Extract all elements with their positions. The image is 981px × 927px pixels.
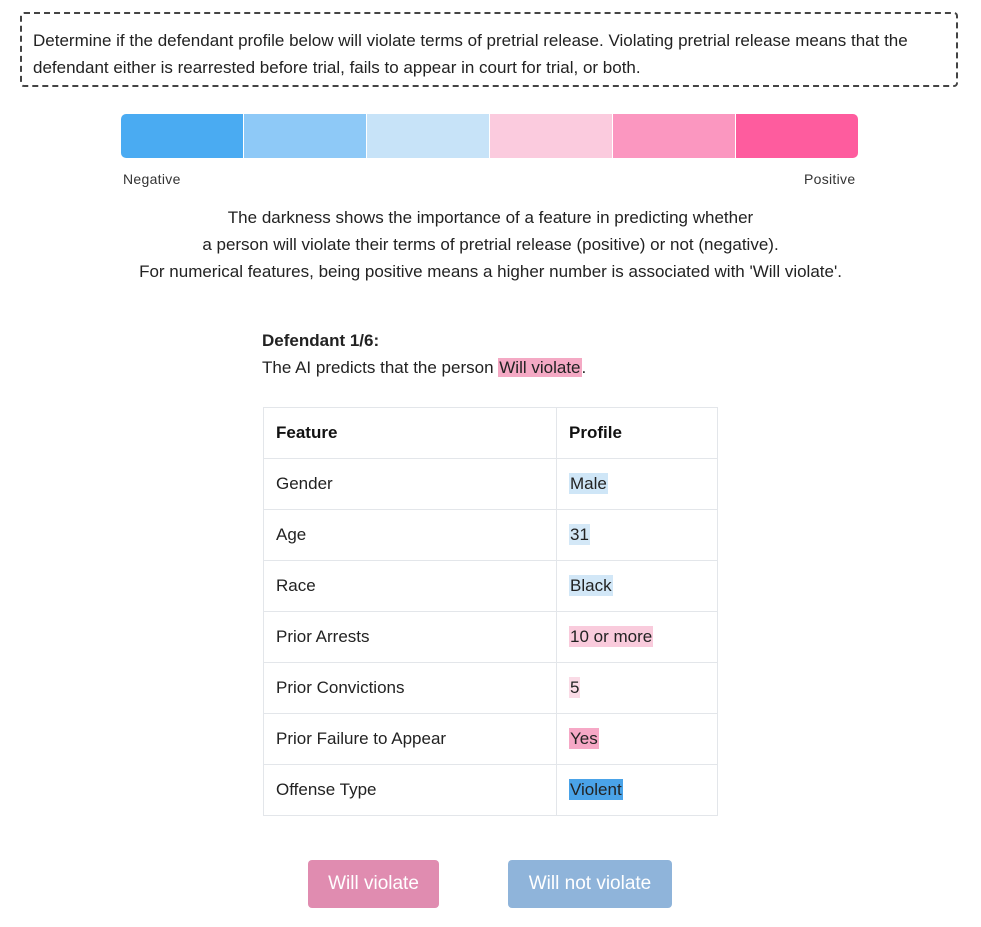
table-row — [264, 459, 718, 510]
header-feature: Feature — [264, 408, 557, 459]
scale-segment-1 — [121, 114, 243, 158]
feature-value-cell — [557, 612, 718, 663]
defendant-profile-table — [263, 407, 718, 816]
importance-color-scale — [121, 114, 858, 158]
scale-negative-label: Negative — [123, 171, 181, 187]
ai-prediction-line — [262, 354, 586, 381]
feature-value-cell — [557, 561, 718, 612]
feature-name: Prior Failure to Appear — [264, 714, 557, 765]
feature-value: Yes — [570, 729, 598, 748]
table-row — [264, 612, 718, 663]
feature-name: Prior Arrests — [264, 612, 557, 663]
scale-segment-5 — [613, 114, 735, 158]
task-instruction-box — [20, 12, 958, 87]
prediction-prefix: The AI predicts that the person — [262, 358, 494, 377]
feature-value: 31 — [570, 525, 589, 544]
scale-positive-label: Positive — [804, 171, 856, 187]
scale-segment-4 — [490, 114, 612, 158]
feature-name: Race — [264, 561, 557, 612]
explanation-line-3: For numerical features, being positive means a higher number is associated with 'Will violate'. — [139, 262, 842, 281]
will-not-violate-button[interactable]: Will not violate — [508, 860, 672, 908]
feature-name: Gender — [264, 459, 557, 510]
scale-segment-6 — [736, 114, 858, 158]
feature-value-cell — [557, 459, 718, 510]
feature-value-cell — [557, 714, 718, 765]
task-instruction-text: Determine if the defendant profile below will violate terms of pretrial release. Violating pretrial release means that the defendant either is rearrested before trial, fails to appear in court for trial, or both. — [33, 31, 908, 77]
feature-name: Offense Type — [264, 765, 557, 816]
header-profile: Profile — [557, 408, 718, 459]
prediction-suffix: . — [581, 358, 587, 377]
feature-value-cell — [557, 765, 718, 816]
will-violate-button[interactable]: Will violate — [308, 860, 439, 908]
scale-explanation — [0, 204, 981, 285]
table-header-row — [264, 408, 718, 459]
scale-segment-3 — [367, 114, 489, 158]
defendant-title: Defendant 1/6: — [262, 331, 380, 350]
table-row — [264, 561, 718, 612]
feature-name: Prior Convictions — [264, 663, 557, 714]
feature-value: 10 or more — [570, 627, 653, 646]
explanation-line-1: The darkness shows the importance of a feature in predicting whether — [227, 208, 754, 227]
feature-value-cell — [557, 663, 718, 714]
feature-value: 5 — [570, 678, 580, 697]
defendant-header — [262, 327, 586, 381]
feature-value-cell — [557, 510, 718, 561]
prediction-label: Will violate — [499, 358, 581, 377]
table-row — [264, 663, 718, 714]
table-row — [264, 765, 718, 816]
feature-value: Black — [570, 576, 612, 595]
explanation-line-2: a person will violate their terms of pretrial release (positive) or not (negative). — [202, 235, 779, 254]
table-row — [264, 510, 718, 561]
feature-value: Male — [570, 474, 607, 493]
table-row — [264, 714, 718, 765]
scale-segment-2 — [244, 114, 366, 158]
feature-name: Age — [264, 510, 557, 561]
feature-value: Violent — [570, 780, 622, 799]
